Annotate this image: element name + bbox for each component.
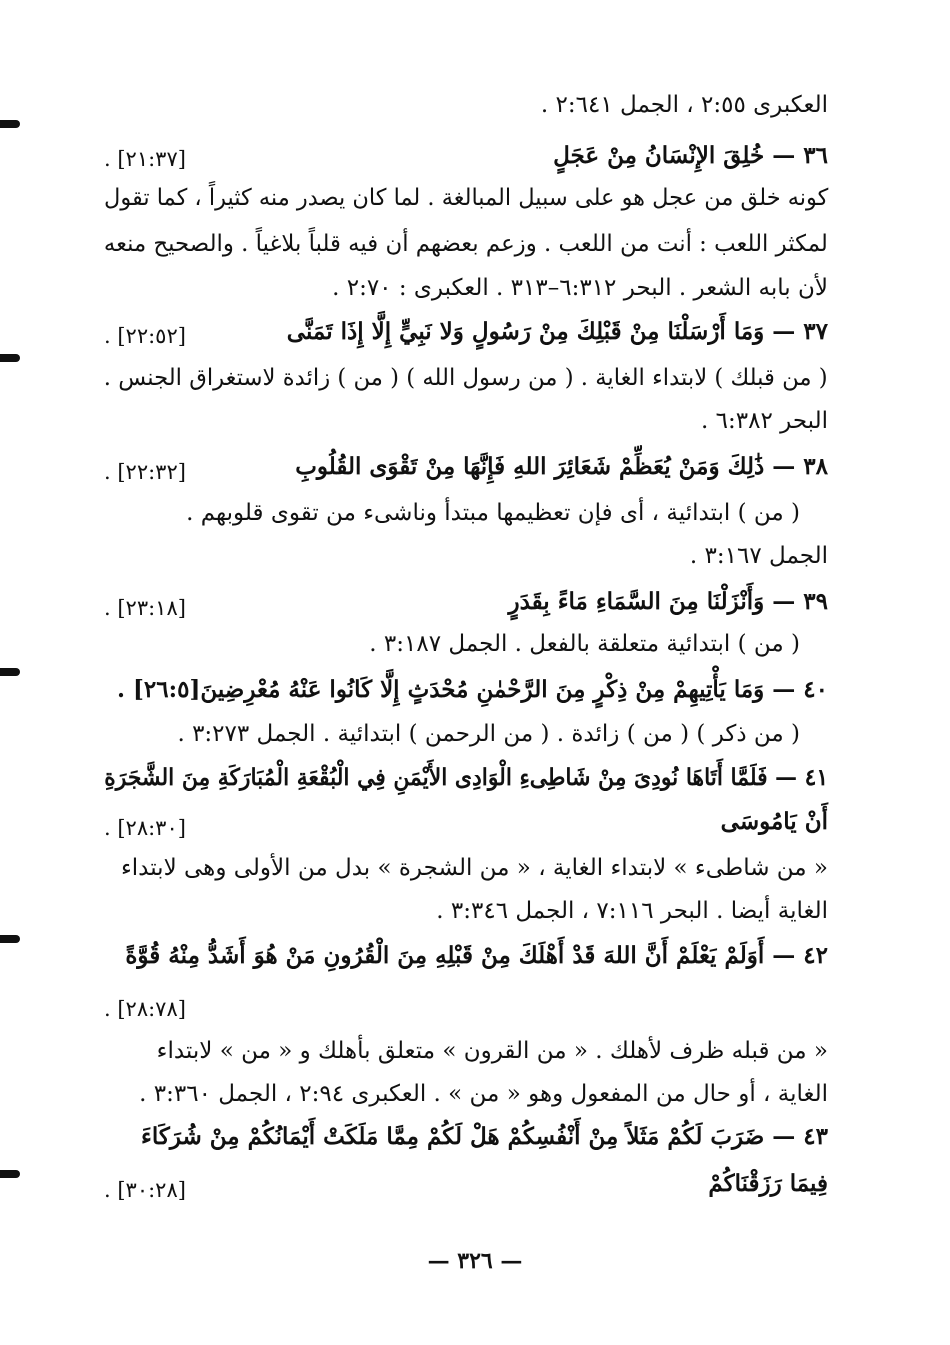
text-line: الغاية ، أو حال من المفعول وهو « من » . العكبرى ٢:٩٤ ، الجمل ٣:٣٦٠ .	[139, 1081, 828, 1107]
margin-mark	[0, 935, 20, 943]
text-line: ( من ذكر ) ( من ) زائدة . ( من الرحمن ) ابتدائية . الجمل ٣:٢٧٣ .	[177, 721, 800, 747]
verse-reference: [٢٢:٥٢] .	[104, 324, 186, 348]
text-line: لأن بابه الشعر . البحر ٦:٣١٢–٣١٣ . العكبرى : ٢:٧٠ .	[332, 275, 828, 301]
margin-mark	[0, 1170, 20, 1178]
margin-mark	[0, 668, 20, 676]
verse-reference: [٢٨:٧٨] .	[104, 997, 186, 1021]
text-line: ( من قبلك ) لابتداء الغاية . ( من رسول الله ) ( من ) زائدة لاستغراق الجنس .	[104, 365, 828, 391]
verse-line: فِيمَا رَزَقْنَاكُمْ	[708, 1170, 828, 1197]
verse-line: أَنْ يَامُوسَى	[720, 808, 828, 835]
verse-reference: [٢٨:٣٠] .	[104, 816, 186, 840]
verse-line: ٤١ — فَلَمَّا أَتَاهَا نُودِىَ مِنْ شَاطِىءِ الْوَادِى الأَيْمَنِ فِي الْبُقْعَةِ الْمُبَارَكَةِ مِنَ الشَّجَرَةِ	[104, 764, 828, 791]
verse-reference: [٢١:٣٧] .	[104, 147, 186, 171]
verse-reference: [٢٣:١٨] .	[104, 596, 186, 620]
verse-line: ٣٧ — وَمَا أَرْسَلْنَا مِنْ قَبْلِكَ مِنْ رَسُولٍ وَلا نَبِيٍّ إِلَّا إِذَا تَمَنَّى	[286, 318, 828, 345]
text-line: ( من ) ابتدائية ، أى فإن تعظيمها مبتدأ وناشىء من تقوى قلوبهم .	[186, 500, 800, 526]
verse-line: ٤٣ — ضَرَبَ لَكُمْ مَثَلاً مِنْ أَنْفُسِكُمْ هَلْ لَكُمْ مِمَّا مَلَكَتْ أَيْمَانُكُمْ مِنْ شُرَكَاءَ	[141, 1123, 828, 1150]
margin-mark	[0, 120, 20, 128]
verse-line: ٤٢ — أَوَلَمْ يَعْلَمْ أَنَّ اللهَ قَدْ أَهْلَكَ مِنْ قَبْلِهِ مِنَ الْقُرُونِ مَنْ هُوَ أَشَدُّ مِنْهُ قُوَّةً	[125, 942, 828, 969]
verse-reference: [٣٠:٢٨] .	[104, 1178, 186, 1202]
verse-line: ٣٩ — وَأَنْزَلْنَا مِنَ السَّمَاءِ مَاءً بِقَدَرٍ	[508, 588, 828, 615]
page-number: — ٣٢٦ —	[427, 1248, 523, 1274]
text-line: كونه خلق من عجل هو على سبيل المبالغة . لما كان يصدر منه كثيراً ، كما تقول	[103, 185, 828, 211]
verse-line: ٣٦ — خُلِقَ الإِنْسَانُ مِنْ عَجَلٍ	[553, 142, 828, 169]
text-line: لمكثر اللعب : أنت من اللعب . وزعم بعضهم أن فيه قلباً بلاغياً . والصحيح منعه	[103, 231, 828, 257]
text-line: العكبرى ٢:٥٥ ، الجمل ٢:٦٤١ .	[540, 92, 828, 118]
text-line: البحر ٦:٣٨٢ .	[701, 408, 828, 434]
text-line: « من قبله ظرف لأهلك . « من القرون » متعلق بأهلك و « من » لابتداء	[156, 1038, 828, 1064]
margin-mark	[0, 354, 20, 362]
text-line: الغاية أيضا . البحر ٧:١١٦ ، الجمل ٣:٣٤٦ .	[436, 898, 828, 924]
text-line: ( من ) ابتدائية متعلقة بالفعل . الجمل ٣:١٨٧ .	[369, 631, 800, 657]
verse-reference: [٢٢:٣٢] .	[104, 460, 186, 484]
text-line: الجمل ٣:١٦٧ .	[689, 543, 828, 569]
verse-line: ٣٨ — ذَٰلِكَ وَمَنْ يُعَظِّمْ شَعَائِرَ اللهِ فَإِنَّهَا مِنْ تَقْوَى القُلُوبِ	[295, 453, 828, 480]
text-line: « من شاطىء » لابتداء الغاية ، « من الشجرة » بدل من الأولى وهى لابتداء	[120, 855, 828, 881]
verse-line: ٤٠ — وَمَا يَأْتِيهِمْ مِنْ ذِكْرٍ مِنَ الرَّحْمٰنِ مُحْدَثٍ إِلَّا كَانُوا عَنْهُ مُعْرِضِينَ[٢٦:٥] .	[116, 676, 828, 703]
